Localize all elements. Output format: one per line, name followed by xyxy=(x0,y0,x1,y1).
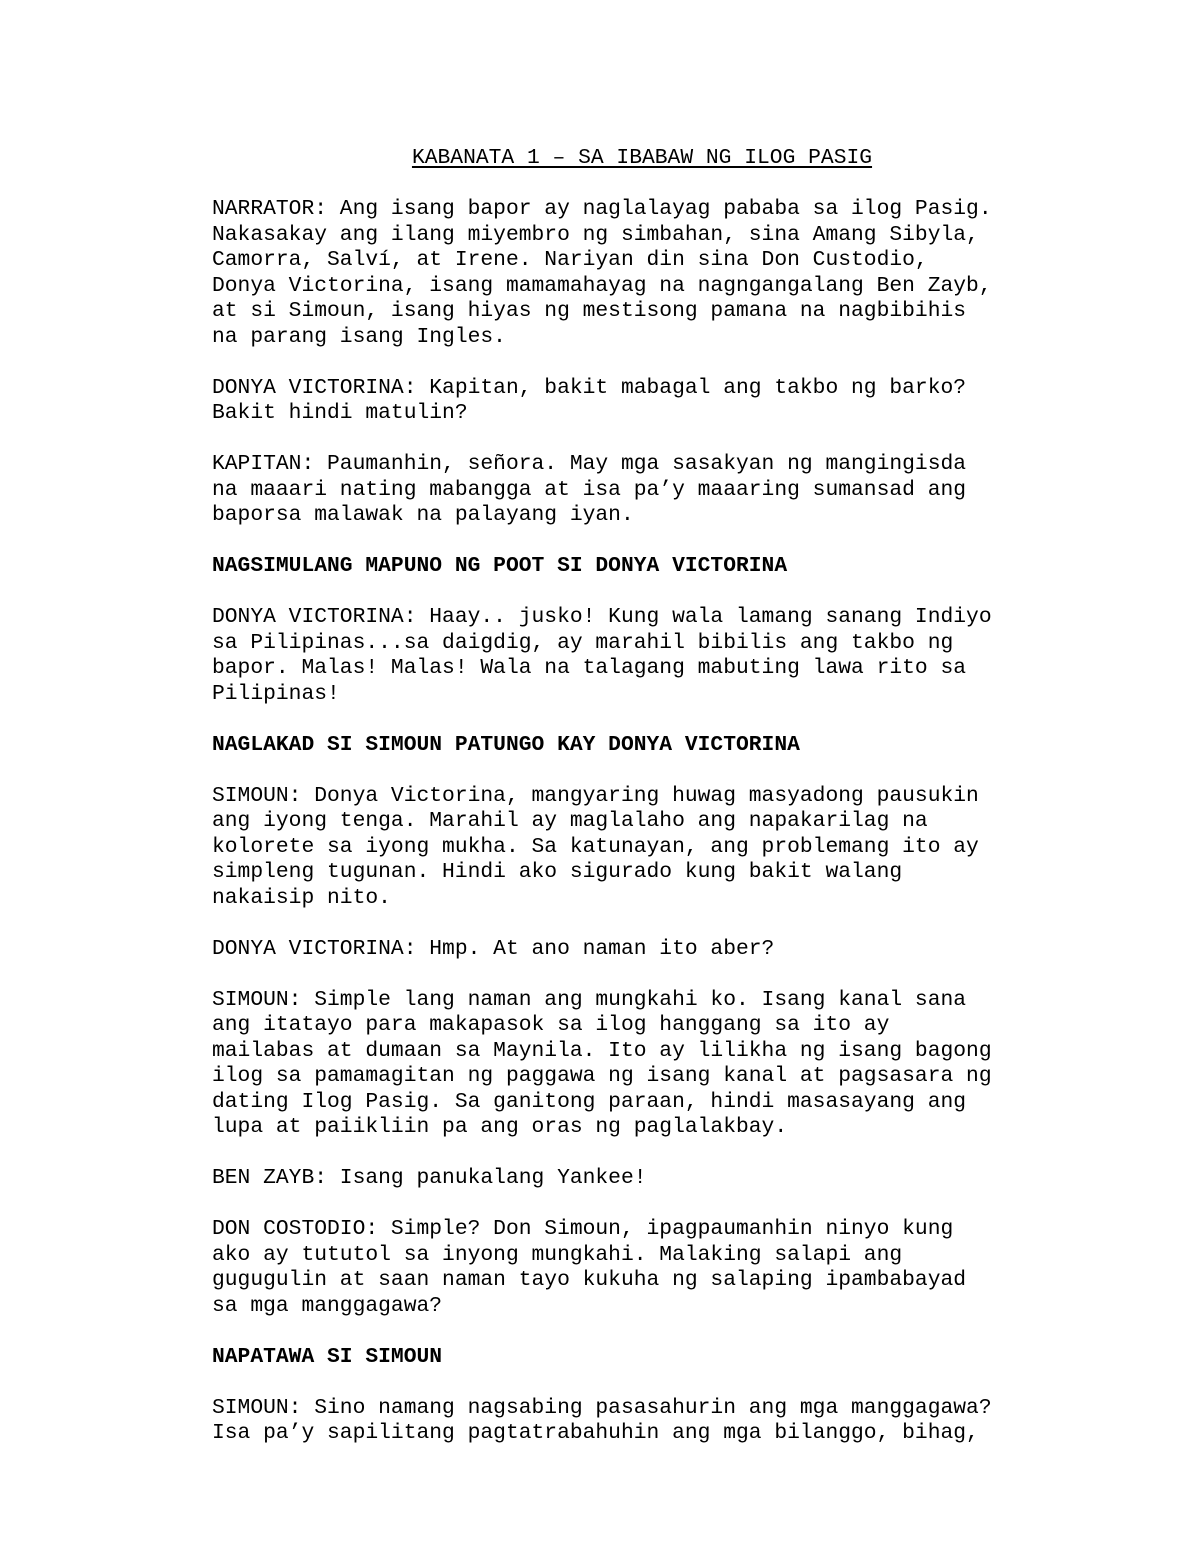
text-line: kolorete sa iyong mukha. Sa katunayan, ang problemang ito ay xyxy=(212,834,979,859)
text-line: sa mga manggagawa? xyxy=(212,1293,443,1318)
text-line: DONYA VICTORINA: Kapitan, bakit mabagal ang takbo ng barko? xyxy=(212,375,967,400)
text-line: NAGLAKAD SI SIMOUN PATUNGO KAY DONYA VICTORINA xyxy=(212,732,800,757)
text-line: DONYA VICTORINA: Haay.. jusko! Kung wala lamang sanang Indiyo xyxy=(212,605,992,629)
text-line: sa Pilipinas...sa daigdig, ay marahil bibilis ang takbo ng xyxy=(212,630,954,655)
text-line: SIMOUN: Simple lang naman ang mungkahi ko. Isang kanal sana xyxy=(212,987,967,1012)
text-line: SIMOUN: Sino namang nagsabing pasasahurin ang mga manggagawa? xyxy=(212,1395,992,1420)
document-page xyxy=(212,146,1112,1472)
text-line: ako ay tututol sa inyong mungkahi. Malaking salapi ang xyxy=(212,1242,903,1267)
text-line: BEN ZAYB: Isang panukalang Yankee! xyxy=(212,1166,647,1190)
text-line: lupa at paiikliin pa ang oras ng paglalakbay. xyxy=(212,1115,788,1139)
scene-direction-heading xyxy=(212,733,1112,759)
text-line: NARRATOR: Ang isang bapor ay naglalayag pababa sa ilog Pasig. xyxy=(212,197,992,221)
text-line: Donya Victorina, isang mamamahayag na nagngangalang Ben Zayb, xyxy=(212,273,992,298)
text-line: Bakit hindi matulin? xyxy=(212,401,468,425)
script-body xyxy=(212,197,1112,1447)
text-line: dating Ilog Pasig. Sa ganitong paraan, hindi masasayang ang xyxy=(212,1089,967,1114)
text-line: KAPITAN: Paumanhin, señora. May mga sasakyan ng mangingisda xyxy=(212,452,967,476)
text-line: Isa pa’y sapilitang pagtatrabahuhin ang mga bilanggo, bihag, xyxy=(212,1421,979,1445)
text-line: baporsa malawak na palayang iyan. xyxy=(212,503,634,527)
scene-direction-heading xyxy=(212,1345,1112,1371)
dialogue-paragraph xyxy=(212,988,1112,1141)
text-line: DON COSTODIO: Simple? Don Simoun, ipagpaumanhin ninyo kung xyxy=(212,1217,954,1241)
dialogue-paragraph xyxy=(212,784,1112,912)
text-line: na maaari nating mabangga at isa pa’y maaaring sumansad ang xyxy=(212,477,967,502)
text-line: Nakasakay ang ilang miyembro ng simbahan, sina Amang Sibyla, xyxy=(212,222,979,247)
text-line: NAGSIMULANG MAPUNO NG POOT SI DONYA VICTORINA xyxy=(212,554,788,578)
text-line: gugugulin at saan naman tayo kukuha ng salaping ipambabayad xyxy=(212,1268,967,1292)
text-line: Camorra, Salví, at Irene. Nariyan din sina Don Custodio, xyxy=(212,248,928,272)
text-line: NAPATAWA SI SIMOUN xyxy=(212,1344,443,1369)
text-line: ang iyong tenga. Marahil ay maglalaho ang napakarilag na xyxy=(212,809,928,833)
scene-direction-heading xyxy=(212,554,1112,580)
dialogue-paragraph xyxy=(212,197,1112,350)
dialogue-paragraph xyxy=(212,605,1112,707)
dialogue-paragraph xyxy=(212,1217,1112,1319)
text-line: ilog sa pamamagitan ng paggawa ng isang kanal at pagsasara ng xyxy=(212,1064,992,1088)
text-line: Pilipinas! xyxy=(212,681,340,706)
text-line: at si Simoun, isang hiyas ng mestisong pamana na nagbibihis xyxy=(212,299,967,323)
text-line: DONYA VICTORINA: Hmp. At ano naman ito aber? xyxy=(212,936,775,961)
dialogue-paragraph xyxy=(212,376,1112,427)
chapter-title: KABANATA 1 – SA IBABAW NG ILOG PASIG xyxy=(411,146,873,170)
dialogue-paragraph xyxy=(212,452,1112,529)
text-line: nakaisip nito. xyxy=(212,885,391,910)
text-line: ang itatayo para makapasok sa ilog hanggang sa ito ay xyxy=(212,1013,890,1037)
dialogue-paragraph xyxy=(212,1166,1112,1192)
dialogue-paragraph xyxy=(212,1396,1112,1447)
text-line: mailabas at dumaan sa Maynila. Ito ay lilikha ng isang bagong xyxy=(212,1038,992,1063)
text-line: bapor. Malas! Malas! Wala na talagang mabuting lawa rito sa xyxy=(212,656,967,680)
text-line: SIMOUN: Donya Victorina, mangyaring huwag masyadong pausukin xyxy=(212,783,979,808)
text-line: simpleng tugunan. Hindi ako sigurado kung bakit walang xyxy=(212,860,903,884)
text-line: na parang isang Ingles. xyxy=(212,324,506,349)
dialogue-paragraph xyxy=(212,937,1112,963)
